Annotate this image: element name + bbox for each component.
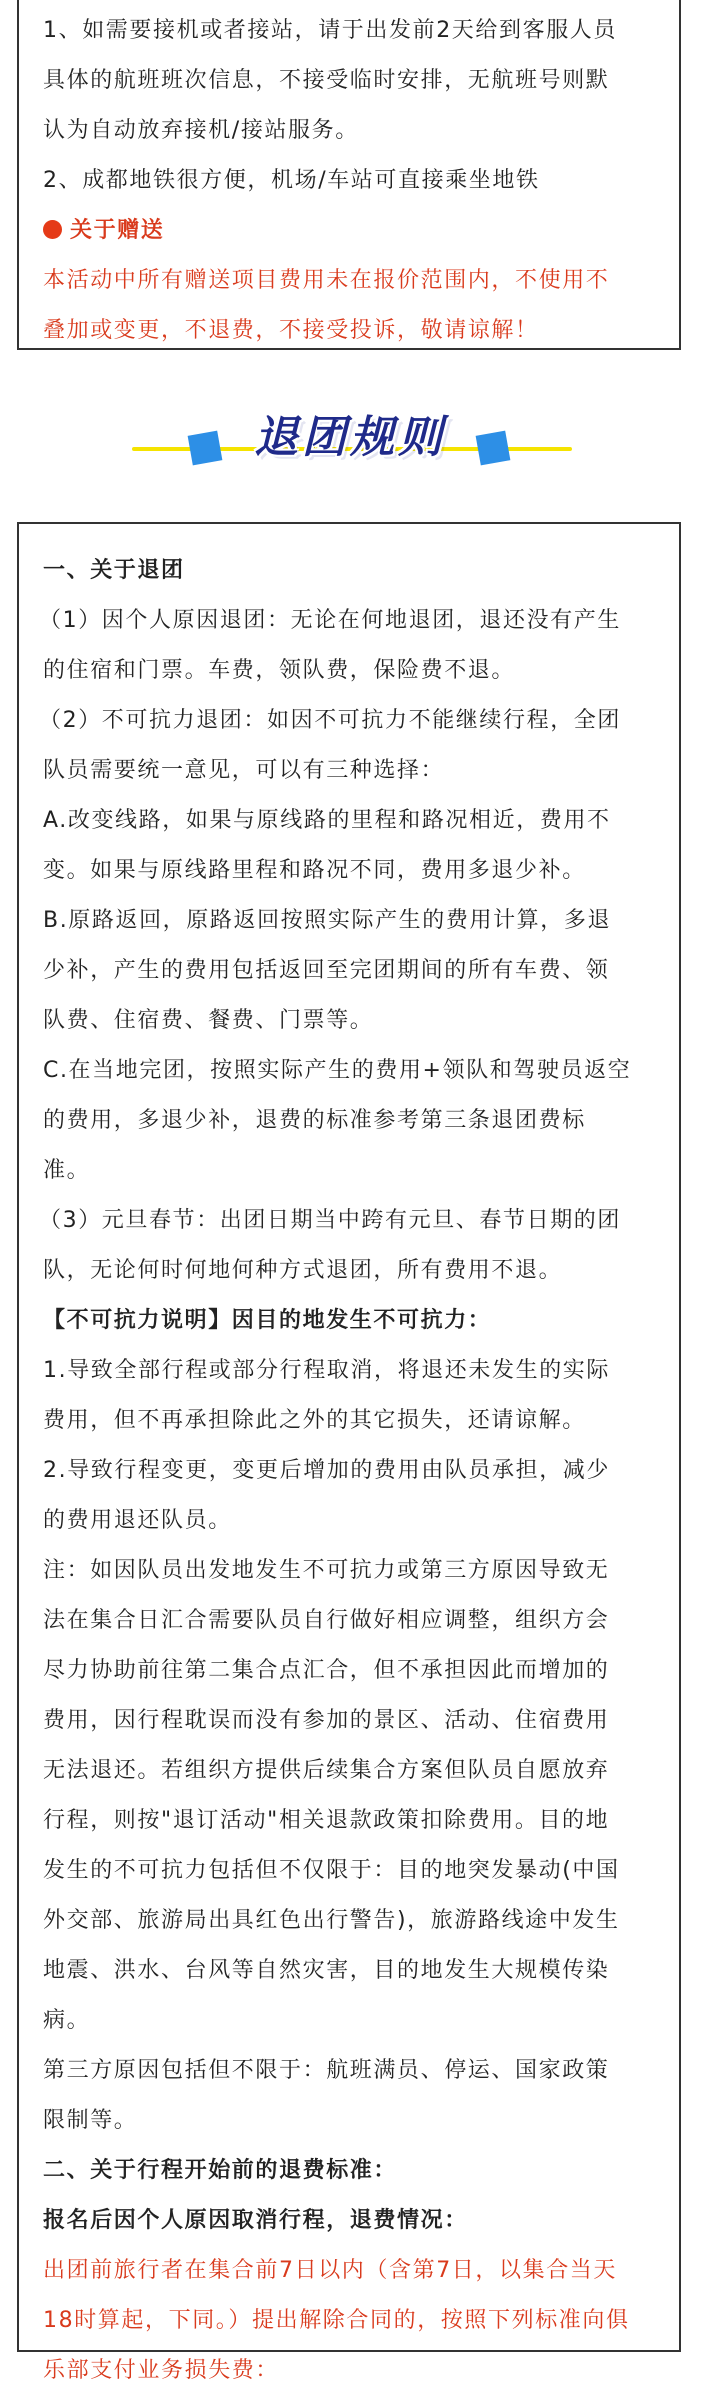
rule-line: （3）元旦春节：出团日期当中跨有元旦、春节日期的团: [39, 1208, 621, 1233]
force-line: 外交部、旅游局出具红色出行警告)，旅游路线途中发生: [43, 1908, 620, 1933]
rules-heading-2: 二、关于行程开始前的退费标准：: [43, 2158, 398, 2183]
rule-line: （2）不可抗力退团：如因不可抗力不能继续行程，全团: [39, 708, 621, 733]
force-line: 第三方原因包括但不限于：航班满员、停运、国家政策: [43, 2058, 610, 2083]
text-line: 2、成都地铁很方便，机场/车站可直接乘坐地铁: [43, 168, 540, 193]
rule-line: 的住宿和门票。车费，领队费，保险费不退。: [43, 658, 516, 683]
rule-line: 的费用，多退少补，退费的标准参考第三条退团费标: [43, 1108, 586, 1133]
rule-line: 准。: [43, 1158, 91, 1183]
text-line: 具体的航班班次信息，不接受临时安排，无航班号则默: [43, 68, 610, 93]
rule-line: 少补，产生的费用包括返回至完团期间的所有车费、领: [43, 958, 610, 983]
force-line: 尽力协助前往第二集合点汇合，但不承担因此而增加的: [43, 1658, 610, 1683]
refund-red-line: 乐部支付业务损失费：: [43, 2358, 280, 2383]
rule-line: 变。如果与原线路里程和路况不同，费用多退少补。: [43, 858, 586, 883]
force-line: 地震、洪水、台风等自然灾害，目的地发生大规模传染: [43, 1958, 610, 1983]
force-line: 注：如因队员出发地发生不可抗力或第三方原因导致无: [43, 1558, 610, 1583]
booking-notes-box: [17, 0, 681, 350]
refund-rules-box: [17, 522, 681, 2383]
rule-line: 队费、住宿费、餐费、门票等。: [43, 1008, 374, 1033]
force-majeure-heading: 【不可抗力说明】因目的地发生不可抗力：: [43, 1308, 492, 1333]
refund-red-line: 18时算起，下同。）提出解除合同的，按照下列标准向俱: [43, 2308, 630, 2333]
rule-line: C.在当地完团，按照实际产生的费用+领队和驾驶员返空: [43, 1058, 632, 1083]
rules-heading-1: 一、关于退团: [43, 558, 185, 583]
rule-line: B.原路返回，原路返回按照实际产生的费用计算，多退: [43, 908, 612, 933]
blue-square-left-icon: [188, 431, 223, 466]
rule-line: A.改变线路，如果与原线路的里程和路况相近，费用不: [43, 808, 611, 833]
refund-red-line: 出团前旅行者在集合前7日以内（含第7日，以集合当天: [43, 2258, 617, 2283]
force-line: 发生的不可抗力包括但不仅限于：目的地突发暴动(中国: [43, 1858, 620, 1883]
force-line: 费用，因行程耽误而没有参加的景区、活动、住宿费用: [43, 1708, 610, 1733]
force-line: 费用，但不再承担除此之外的其它损失，还请谅解。: [43, 1408, 586, 1433]
text-line: 1、如需要接机或者接站，请于出发前2天给到客服人员: [43, 18, 617, 43]
gift-heading: 关于赠送: [19, 206, 679, 256]
red-dot-icon: [43, 220, 62, 239]
gift-line: 叠加或变更，不退费，不接受投诉，敬请谅解！: [43, 318, 539, 343]
section-title-banner: [0, 400, 702, 480]
force-line: 限制等。: [43, 2108, 138, 2133]
force-line: 行程，则按"退订活动"相关退款政策扣除费用。目的地: [43, 1808, 610, 1833]
rule-line: 队，无论何时何地何种方式退团，所有费用不退。: [43, 1258, 563, 1283]
text-line: 认为自动放弃接机/接站服务。: [43, 118, 359, 143]
force-line: 1.导致全部行程或部分行程取消，将退还未发生的实际: [43, 1358, 610, 1383]
force-line: 病。: [43, 2008, 91, 2033]
force-line: 2.导致行程变更，变更后增加的费用由队员承担，减少: [43, 1458, 610, 1483]
rule-line: 队员需要统一意见，可以有三种选择：: [43, 758, 445, 783]
force-line: 的费用退还队员。: [43, 1508, 232, 1533]
rules-subheading-2: 报名后因个人原因取消行程，退费情况：: [43, 2208, 468, 2233]
rule-line: （1）因个人原因退团：无论在何地退团，退还没有产生: [39, 608, 621, 633]
section-title: 退团规则: [254, 412, 446, 463]
blue-square-right-icon: [476, 431, 511, 466]
force-line: 法在集合日汇合需要队员自行做好相应调整，组织方会: [43, 1608, 610, 1633]
force-line: 无法退还。若组织方提供后续集合方案但队员自愿放弃: [43, 1758, 610, 1783]
gift-line: 本活动中所有赠送项目费用未在报价范围内，不使用不: [43, 268, 610, 293]
